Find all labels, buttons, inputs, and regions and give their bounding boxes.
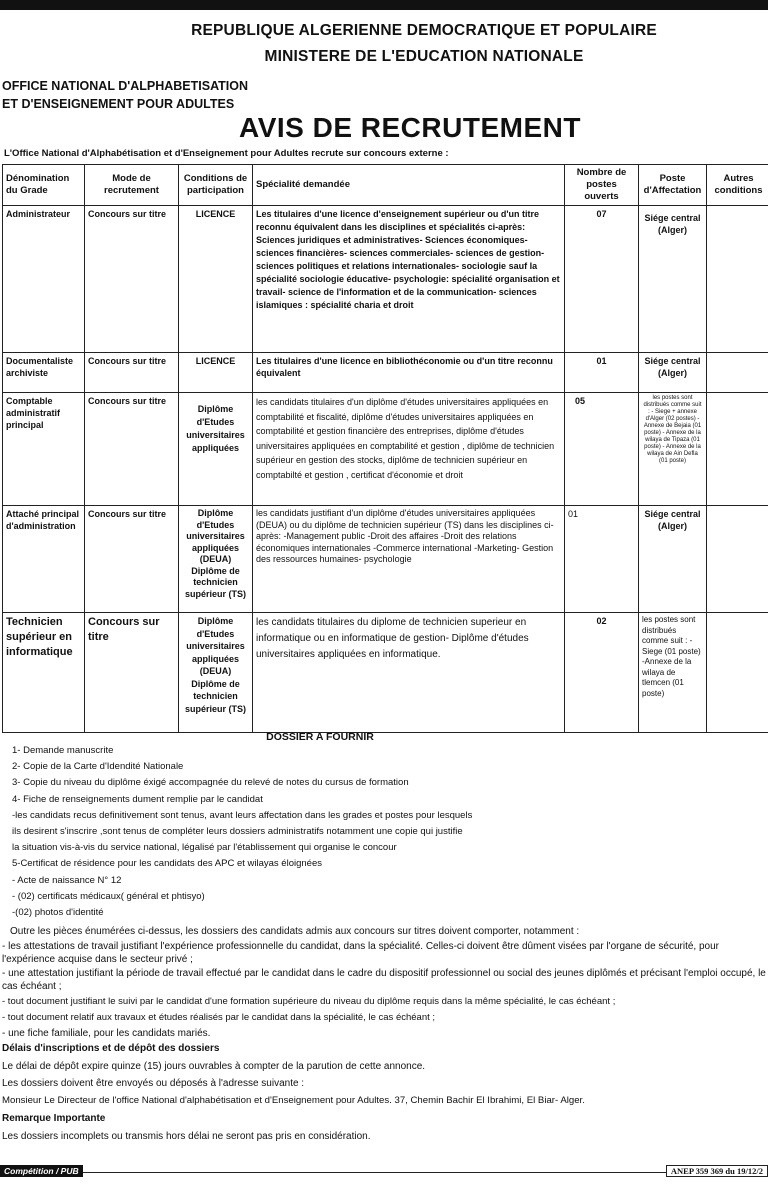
cell-autres <box>707 206 768 353</box>
cell-specialite: les candidats justifiant d'un diplôme d'études universitaires appliquées (DEUA) ou du diplôme de technicien supérieur (TS) dans les disciplines ci-après: -Management public -Droit des affaires -Droit des relations économiques internationales -Commerce international -Marketing- Gestion des ressources humaines- psychologie <box>253 506 565 613</box>
cell-grade: Attaché principal d'administration <box>3 506 85 613</box>
list-item: -(02) photos d'identité <box>12 907 104 919</box>
list-item: la situation vis-à-vis du service national, légalisé par l'établissement qui organise le concour <box>12 842 397 854</box>
cell-conditions: Diplôme d'Etudes universitaires appliquées (DEUA) Diplôme de technicien supérieur (TS) <box>179 613 253 733</box>
delais-line: Le délai de dépôt expire quinze (15) jours ouvrables à compter de la parution de cette annonce. <box>2 1061 426 1072</box>
table-row <box>3 393 768 506</box>
cell-nombre: 05 <box>565 393 639 506</box>
list-item: 5-Certificat de résidence pour les candidats des APC et wilayas éloignées <box>12 858 322 870</box>
table-header-row <box>3 165 768 206</box>
extra-item: - tout document justifiant le suivi par le candidat d'une formation supérieure du niveau du diplôme requis dans la même spécialité, le cas échéant ; <box>2 996 616 1007</box>
cell-specialite: les candidats titulaires d'un diplôme d'études universitaires appliquées en comptabilité et fiscalité, diplôme d'études universitaires appliquées en comptabilité et gestion financière des entreprises, diplôme d'études universitaires appliquées en comptabilité et gestion , diplôme de technicien supérieur en gestion des stocks, diplôme de technicien supérieur en comptabilté et gestion , certificat d'économie et droit <box>253 393 565 506</box>
page-title: AVIS DE RECRUTEMENT <box>239 112 581 143</box>
ministry-heading: MINISTERE DE L'EDUCATION NATIONALE <box>264 48 584 65</box>
cell-poste: Siége central (Alger) <box>639 206 707 353</box>
header-specialite: Spécialité demandée <box>253 165 565 206</box>
republic-heading: REPUBLIQUE ALGERIENNE DEMOCRATIQUE ET POPULAIRE <box>191 22 657 39</box>
office-name <box>2 77 248 113</box>
remarque-title: Remarque Importante <box>2 1113 106 1124</box>
header-nombre: Nombre de postes ouverts <box>565 165 639 206</box>
cell-poste: les postes sont distribués comme suit : - Siege (01 poste) -Annexe de la wilaya de tlemcen (01 poste) <box>639 613 707 733</box>
dossier-list <box>12 743 612 921</box>
extra-item: - une attestation justifiant la période de travail effectué par le candidat dans le cadre du dispositif professionnel ou social des jeunes diplômés et précisant l'emploi occupé, le cas échéant ; <box>2 968 766 992</box>
cell-specialite: Les titulaires d'une licence en bibliothéconomie ou d'un titre reconnu équivalent <box>253 353 565 393</box>
list-item: ils desirent s'inscrire ,sont tenus de compléter leurs dossiers administratifs notamment une copie qui justifie <box>12 826 463 838</box>
cell-autres <box>707 353 768 393</box>
extra-item: - une fiche familiale, pour les candidats mariés. <box>2 1028 211 1039</box>
header-autres: Autres conditions <box>707 165 768 206</box>
extra-intro: Outre les pièces énumérées ci-dessus, les dossiers des candidats admis aux concours sur titres doivent comporter, notamment : <box>10 926 580 937</box>
cell-poste: les postes sont distribués comme suit : - Siege + annexe d'Alger (02 postes) - Annexe de Bejaia (01 poste) - Annexe de la wilaya de Tipaza (01 poste) - Annexe de la wilaya de Ain Defla (01 poste) <box>639 393 707 506</box>
recruitment-table <box>2 164 768 733</box>
cell-conditions: LICENCE <box>179 353 253 393</box>
table-row <box>3 506 768 613</box>
header-grade: Dénomination du Grade <box>3 165 85 206</box>
footer-rule <box>0 1172 768 1173</box>
cell-mode: Concours sur titre <box>85 206 179 353</box>
remarque-text: Les dossiers incomplets ou transmis hors délai ne seront pas pris en considération. <box>2 1131 371 1142</box>
cell-mode: Concours sur titre <box>85 506 179 613</box>
cell-autres <box>707 506 768 613</box>
cell-nombre: 02 <box>565 613 639 733</box>
cell-poste: Siége central (Alger) <box>639 506 707 613</box>
cell-grade: Documentaliste archiviste <box>3 353 85 393</box>
header-poste: Poste d'Affectation <box>639 165 707 206</box>
list-item: 3- Copie du niveau du diplôme éxigé accompagnée du relevé de notes du cursus de formation <box>12 777 409 789</box>
delais-line: Les dossiers doivent être envoyés ou déposés à l'adresse suivante : <box>2 1078 305 1089</box>
footer-category: Compétition / PUB <box>0 1165 83 1177</box>
cell-mode: Concours sur titre <box>85 393 179 506</box>
cell-grade: Technicien supérieur en informatique <box>3 613 85 733</box>
office-line-1: OFFICE NATIONAL D'ALPHABETISATION <box>2 79 249 93</box>
header-mode: Mode de recrutement <box>85 165 179 206</box>
cell-poste: Siége central (Alger) <box>639 353 707 393</box>
cell-autres <box>707 613 768 733</box>
cell-grade: Comptable administratif principal <box>3 393 85 506</box>
top-rule <box>0 0 768 10</box>
cell-specialite: Les titulaires d'une licence d'enseignement supérieur ou d'un titre reconnu équivalent dans les disciplines et spécialités ci-après: Sciences juridiques et administratives- Sciences économiques- sciences financières- sciences commerciales- sciences de gestion- sciences politiques et relations internationales- sociologie sauf la spécialité sociologie éducative- psychologie: spécialité organisation et travail- science de l'information et de la communication- sciences islamiques : spécialité charia et droit <box>253 206 565 353</box>
cell-specialite: les candidats titulaires du diplome de technicien superieur en informatique ou en informatique de gestion- Diplôme d'études universitaires appliquées en informatique. <box>253 613 565 733</box>
extra-item: - tout document relatif aux travaux et études réalisés par le candidat dans la spécialité, le cas échéant ; <box>2 1012 436 1023</box>
footer-reference: ANEP 359 369 du 19/12/2 <box>666 1165 768 1177</box>
delais-address: Monsieur Le Directeur de l'office National d'alphabétisation et d'Enseignement pour Adultes. 37, Chemin Bachir El Ibrahimi, El Biar- Alger. <box>2 1095 585 1106</box>
list-item: - Acte de naissance N° 12 <box>12 874 122 886</box>
cell-nombre: 07 <box>565 206 639 353</box>
list-item: 2- Copie de la Carte d'Idendité Nationale <box>12 761 184 773</box>
cell-conditions: Diplôme d'Etudes universitaires appliquées (DEUA) Diplôme de technicien supérieur (TS) <box>179 506 253 613</box>
cell-mode: Concours sur titre <box>85 613 179 733</box>
delais-title: Délais d'inscriptions et de dépôt des dossiers <box>2 1043 220 1054</box>
cell-autres <box>707 393 768 506</box>
cell-nombre: 01 <box>565 506 639 613</box>
dossier-title: DOSSIER A FOURNIR <box>266 731 374 743</box>
list-item: 1- Demande manuscrite <box>12 745 114 756</box>
extra-item: - les attestations de travail justifiant l'expérience professionnelle du candidat, dans la spécialité. Celles-ci doivent être dûment visées par l'organe de sécurité, pour l'expérience acquise dans le secteur privé ; <box>2 941 719 965</box>
list-item: -les candidats recus definitivement sont tenus, avant leurs affectation dans les grades et postes pour lesquels <box>12 809 473 821</box>
list-item: 4- Fiche de renseignements dument remplie par le candidat <box>12 793 263 805</box>
cell-conditions: Diplôme d'Etudes universitaires appliquées <box>179 393 253 506</box>
cell-conditions: LICENCE <box>179 206 253 353</box>
table-row <box>3 613 768 733</box>
office-line-2: ET D'ENSEIGNEMENT POUR ADULTES <box>2 97 235 111</box>
cell-grade: Administrateur <box>3 206 85 353</box>
cell-nombre: 01 <box>565 353 639 393</box>
cell-mode: Concours sur titre <box>85 353 179 393</box>
header-conditions: Conditions de participation <box>179 165 253 206</box>
intro-text: L'Office National d'Alphabétisation et d'Enseignement pour Adultes recrute sur concours externe : <box>4 148 449 159</box>
list-item: - (02) certificats médicaux( général et phtisyo) <box>12 890 205 902</box>
table-row <box>3 206 768 353</box>
table-row <box>3 353 768 393</box>
